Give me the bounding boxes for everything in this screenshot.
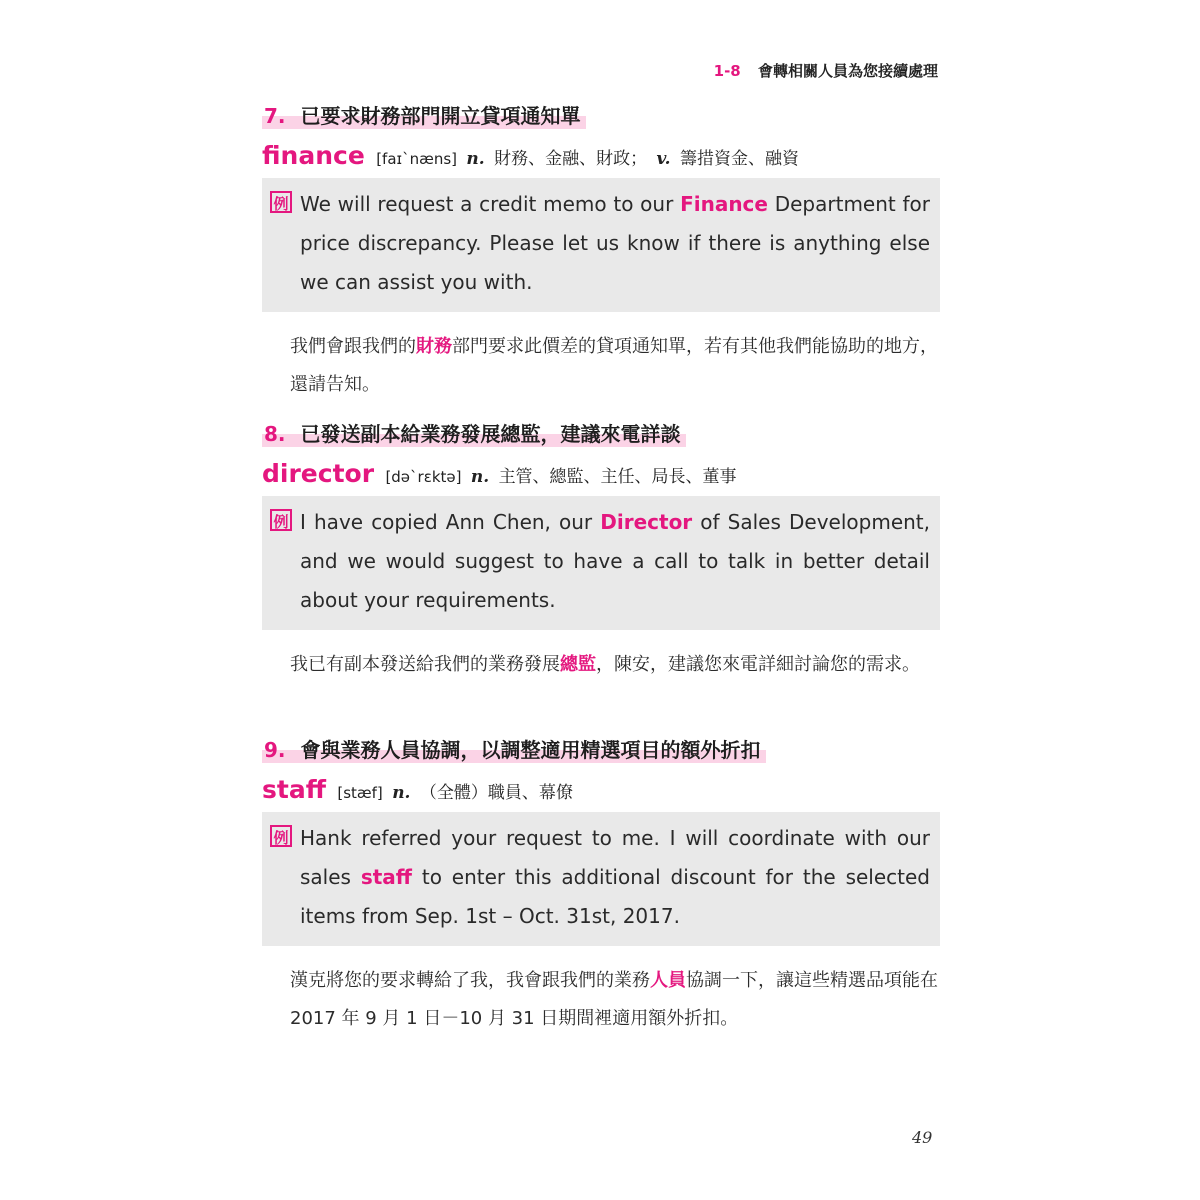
pronunciation: [faɪˋnæns] bbox=[376, 150, 457, 168]
running-header bbox=[714, 60, 938, 81]
vocab-meaning-2: 籌措資金、融資 bbox=[680, 149, 799, 169]
example-icon: 例 bbox=[270, 191, 292, 213]
vocab-word: staff bbox=[262, 775, 326, 804]
translation-keyword: 總監 bbox=[560, 654, 596, 675]
example-keyword: Director bbox=[600, 510, 693, 534]
section-number: 9. bbox=[264, 738, 286, 762]
section-title: 會與業務人員協調，以調整適用精選項目的額外折扣 bbox=[300, 738, 761, 762]
section-heading bbox=[262, 100, 586, 129]
pronunciation: [dəˋrɛktə] bbox=[385, 468, 462, 486]
example-keyword: Finance bbox=[680, 192, 768, 216]
translation-pre: 我們會跟我們的 bbox=[290, 336, 416, 357]
phrase-section-8 bbox=[262, 418, 940, 684]
example-text-pre: I have copied Ann Chen, our bbox=[300, 510, 601, 534]
translation-pre: 我已有副本發送給我們的業務發展 bbox=[290, 654, 560, 675]
example-text-pre: Hank referred your request to me. I will coordinate with our sales bbox=[300, 826, 930, 889]
section-title: 已要求財務部門開立貸項通知單 bbox=[300, 104, 581, 128]
phrase-section-9 bbox=[262, 734, 940, 1038]
vocab-meaning: 財務、金融、財政； bbox=[494, 149, 648, 169]
translation-keyword: 財務 bbox=[416, 336, 452, 357]
chinese-translation bbox=[262, 328, 940, 404]
part-of-speech-2: v. bbox=[656, 149, 671, 169]
example-icon: 例 bbox=[270, 509, 292, 531]
example-text-post: to enter this additional discount for the selected items from Sep. 1st – Oct. 31st, 2017. bbox=[300, 865, 930, 928]
translation-post: ，陳安，建議您來電詳細討論您的需求。 bbox=[596, 654, 920, 675]
vocab-entry bbox=[262, 459, 940, 488]
translation-post: 部門要求此價差的貸項通知單，若有其他我們能協助的地方，還請告知。 bbox=[290, 336, 938, 395]
example-sentence-box bbox=[262, 812, 940, 946]
vocab-entry bbox=[262, 775, 940, 804]
example-text-post: Department for price discrepancy. Please let us know if there is anything else we can assist you with. bbox=[300, 192, 930, 294]
example-keyword: staff bbox=[360, 865, 412, 889]
chinese-translation bbox=[262, 962, 940, 1038]
header-section-title: 會轉相關人員為您接續處理 bbox=[757, 62, 938, 80]
section-heading bbox=[262, 418, 686, 447]
example-sentence-box bbox=[262, 178, 940, 312]
pronunciation: [stæf] bbox=[337, 784, 383, 802]
page-number: 49 bbox=[912, 1128, 933, 1147]
section-heading bbox=[262, 734, 766, 763]
vocab-word: director bbox=[262, 459, 375, 488]
example-text-post: of Sales Development, and we would suggest to have a call to talk in better detail about your requirements. bbox=[300, 510, 931, 612]
phrase-section-7 bbox=[262, 100, 940, 404]
vocab-meaning: （全體）職員、幕僚 bbox=[419, 783, 573, 803]
chinese-translation bbox=[262, 646, 940, 684]
section-title: 已發送副本給業務發展總監，建議來電詳談 bbox=[300, 422, 681, 446]
part-of-speech: n. bbox=[470, 467, 490, 487]
vocab-meaning: 主管、總監、主任、局長、董事 bbox=[498, 467, 737, 487]
example-icon: 例 bbox=[270, 825, 292, 847]
header-section-number: 1-8 bbox=[713, 62, 741, 80]
translation-pre: 漢克將您的要求轉給了我，我會跟我們的業務 bbox=[290, 970, 650, 991]
translation-keyword: 人員 bbox=[650, 970, 686, 991]
part-of-speech: n. bbox=[466, 149, 485, 169]
example-text-pre: We will request a credit memo to our bbox=[300, 192, 681, 216]
translation-post: 協調一下，讓這些精選品項能在 2017 年 9 月 1 日－10 月 31 日期間裡適用額外折扣。 bbox=[290, 970, 938, 1029]
vocab-word: finance bbox=[262, 141, 365, 170]
part-of-speech: n. bbox=[392, 783, 411, 803]
vocab-entry bbox=[262, 141, 940, 170]
example-sentence-box bbox=[262, 496, 940, 630]
section-number: 8. bbox=[264, 422, 286, 446]
section-number: 7. bbox=[264, 104, 286, 128]
